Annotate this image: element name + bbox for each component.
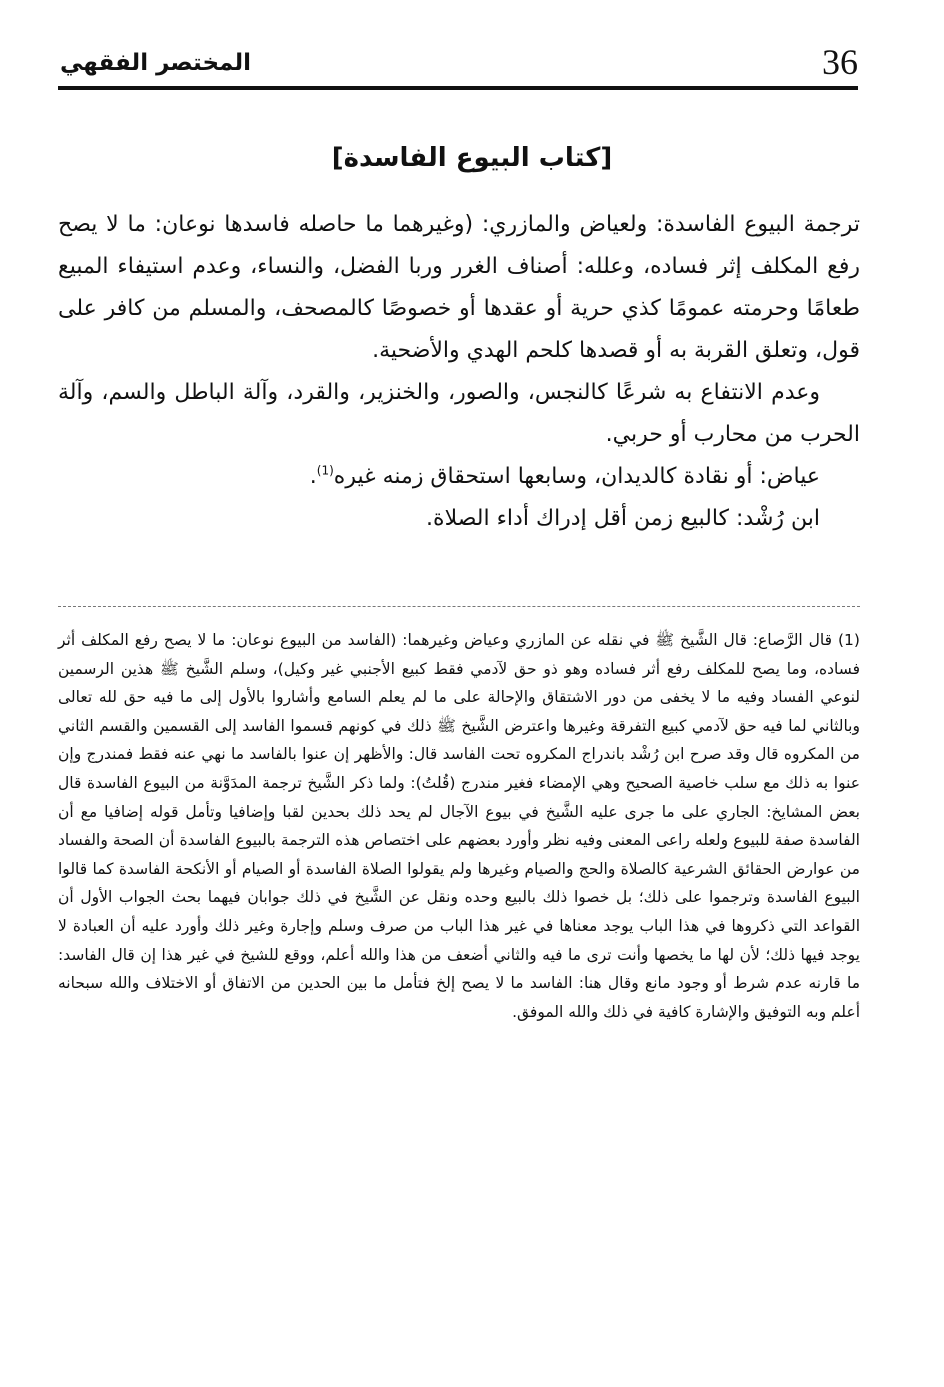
page-header <box>58 38 858 90</box>
chapter-title: [كتاب البيوع الفاسدة] <box>331 143 613 173</box>
main-paragraph: ترجمة البيوع الفاسدة: ولعياض والمازري: (وغيرهما ما حاصله فاسدها نوعان: ما لا يصح رفع المكلف إثر فساده، وعلله: أصناف الغرر وربا الفضل، والنساء، وعدم استيفاء المبيع طعامًا وحرمته عمومًا كذي حرية أو عقدها أو خصوصًا كالمصحف، والمسلم من كافر على قول، وتعلق القربة به أو قصدها كلحم الهدي والأضحية. <box>58 212 860 363</box>
running-title: المختصر الفقهي <box>60 50 251 76</box>
main-line-text: ابن رُشْد: كالبيع زمن أقل إدراك أداء الصلاة. <box>426 506 820 531</box>
main-text <box>58 204 860 540</box>
header-rule <box>58 86 858 90</box>
footnote-separator <box>58 606 860 607</box>
main-line-text: عياض: أو نقادة كالديدان، وسابعها استحقاق زمنه غيره <box>333 464 820 489</box>
main-line-iyad <box>58 456 860 498</box>
main-line-ibn-rushd <box>58 498 860 540</box>
footnote-marker: (1) <box>837 631 860 649</box>
footnote-text <box>58 626 860 1026</box>
footnote-ref[interactable]: (1) <box>316 463 334 478</box>
page-number: 36 <box>822 42 858 82</box>
footnote <box>58 626 860 1026</box>
footnote-body: قال الرَّصاع: قال الشَّيخ ﷺ في نقله عن المازري وعياض وغيرهما: (الفاسد من البيوع نوعان: ما لا يصح رفع المكلف أثر فساده، وما يصح للمكلف رفع أثر فساده وهو ذو حق لآدمي فقط كبيع الأجنبي غير وكيل)، وسلم الشَّيخ ﷺ هذين الرسمين لنوعي الفساد وفيه ما لا يخفى من دور الاشتقاق والإحالة على ما لم يعلم السامع وأشاروا بالأول إلى ما فيه حق لله تعالى وبالثاني لما فيه حق لآدمي كبيع التفرقة وغيرها واعترض الشَّيخ ﷺ ذلك في كونهم قسموا الفاسد إلى القسمين والقسم الثاني من المكروه قال وقد صرح ابن رُشْد باندراج المكروه تحت الفاسد قال: والأظهر إن عنوا بالفاسد ما نهي عنه فقط فمندرج وإن عنوا به ذلك مع سلب خاصية الصحيح وهي الإمضاء فغير مندرج (قُلتُ): ولما ذكر الشَّيخ ترجمة المدَوَّنة من البيوع الفاسدة قال بعض المشايخ: الجاري على ما جرى عليه الشَّيخ في بيوع الآجال لم يحد ذلك بحدين لقبا وإضافيا وتأمل قوله إضافيا مع أن الفاسدة صفة للبيوع ولعله راعى المعنى وفيه نظر وأورد بعضهم على اختصاص هذه الترجمة بالبيوع الفاسدة أن الصحة والفساد من عوارض الحقائق الشرعية كالصلاة والحج والصيام وغيرها ولم يقولوا الصلاة الفاسدة أو الصيام أو الأنكحة الفاسدة كما قالوا البيوع الفاسدة وترجموا على ذلك؛ بل خصوا ذلك بالبيع وحده ونقل عن الشَّيخ في ذلك جوابان فيهما بحث الجواب الأول أن القواعد التي ذكروها في هذا الباب يوجد معناها في غير هذا الباب من صرف وسلم وإجارة وغير ذلك وأورد عليه أن العبادة لا يوجد فيها ذلك؛ لأن لها ما يخصها وأنت ترى ما فيه والثاني أضعف من هذا والله أعلم، ووقع للشيخ في غير هذا إن قال الفاسد: ما قارنه عدم شرط أو وجود مانع وقال هنا: الفاسد ما لا يصح إلخ فتأمل ما بين الحدين من الاتفاق أو الاختلاف والله سبحانه أعلم وبه التوفيق والإشارة كافية في ذلك والله الموفق. <box>58 631 860 1021</box>
main-paragraph: وعدم الانتفاع به شرعًا كالنجس، والصور، والخنزير، والقرد، وآلة الباطل والسم، وآلة الحرب من محارب أو حربي. <box>58 380 860 447</box>
line-end: . <box>309 464 317 489</box>
